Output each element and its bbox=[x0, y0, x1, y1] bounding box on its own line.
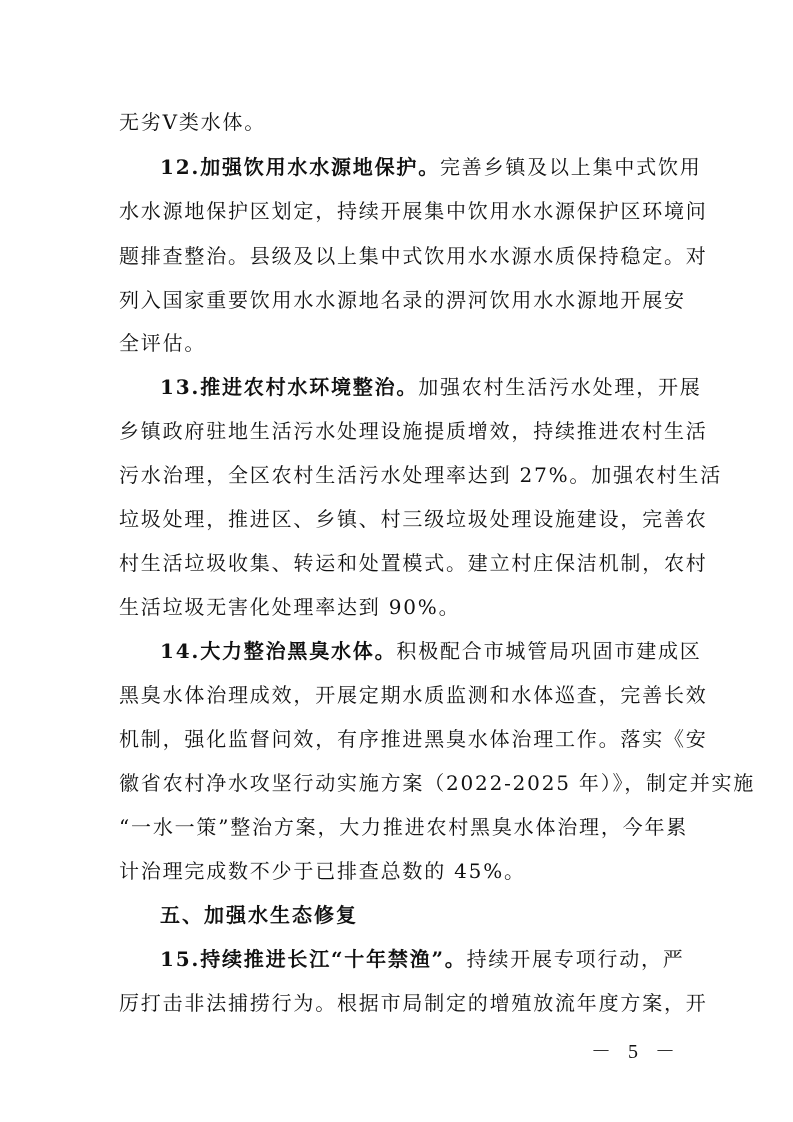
section-14-lead: 积极配合市城管局巩固市建成区 bbox=[396, 639, 702, 663]
paragraph-line: 污水治理，全区农村生活污水处理率达到 27%。加强农村生活 bbox=[119, 463, 723, 487]
paragraph-line: 题排查整治。县级及以上集中式饮用水水源水质保持稳定。对 bbox=[119, 244, 708, 268]
section-13-title: 13.推进农村水环境整治。 bbox=[160, 375, 419, 399]
paragraph-line: 徽省农村净水攻坚行动实施方案（2022-2025 年）》，制定并实施 bbox=[119, 771, 756, 795]
section-15-title: 15.持续推进长江“十年禁渔”。 bbox=[160, 947, 467, 971]
paragraph-line: 厉打击非法捕捞行为。根据市局制定的增殖放流年度方案，开 bbox=[119, 991, 708, 1015]
paragraph-line: 生活垃圾无害化处理率达到 90%。 bbox=[119, 595, 461, 619]
section-13-first-line bbox=[160, 372, 720, 402]
page-number: － 5 － bbox=[591, 1041, 681, 1063]
section-12-lead: 完善乡镇及以上集中式饮用 bbox=[440, 155, 702, 179]
section-12-first-line bbox=[160, 152, 720, 182]
section-heading: 五、加强水生态修复 bbox=[160, 903, 358, 927]
section-15-first-line bbox=[160, 944, 720, 974]
paragraph-line: 全评估。 bbox=[119, 331, 207, 355]
paragraph-line: “一水一策”整治方案，大力推进农村黑臭水体治理，今年累 bbox=[119, 815, 689, 839]
section-13-lead: 加强农村生活污水处理，开展 bbox=[418, 375, 702, 399]
paragraph-line: 无劣Ⅴ类水体。 bbox=[119, 110, 267, 134]
paragraph-line: 机制，强化监督问效，有序推进黑臭水体治理工作。落实《安 bbox=[119, 727, 708, 751]
section-14-title: 14.大力整治黑臭水体。 bbox=[160, 639, 397, 663]
paragraph-line: 垃圾处理，推进区、乡镇、村三级垃圾处理设施建设，完善农 bbox=[119, 507, 708, 531]
section-14-first-line bbox=[160, 636, 720, 666]
section-12-title: 12.加强饮用水水源地保护。 bbox=[160, 155, 440, 179]
paragraph-line: 黑臭水体治理成效，开展定期水质监测和水体巡查，完善长效 bbox=[119, 683, 708, 707]
section-15-lead: 持续开展专项行动，严 bbox=[466, 947, 685, 971]
paragraph-line: 水水源地保护区划定，持续开展集中饮用水水源保护区环境问 bbox=[119, 199, 708, 223]
paragraph-line: 计治理完成数不少于已排查总数的 45%。 bbox=[119, 859, 526, 883]
paragraph-line: 列入国家重要饮用水水源地名录的淠河饮用水水源地开展安 bbox=[119, 288, 686, 312]
paragraph-line: 村生活垃圾收集、转运和处置模式。建立村庄保洁机制，农村 bbox=[119, 551, 708, 575]
paragraph-line: 乡镇政府驻地生活污水处理设施提质增效，持续推进农村生活 bbox=[119, 419, 708, 443]
